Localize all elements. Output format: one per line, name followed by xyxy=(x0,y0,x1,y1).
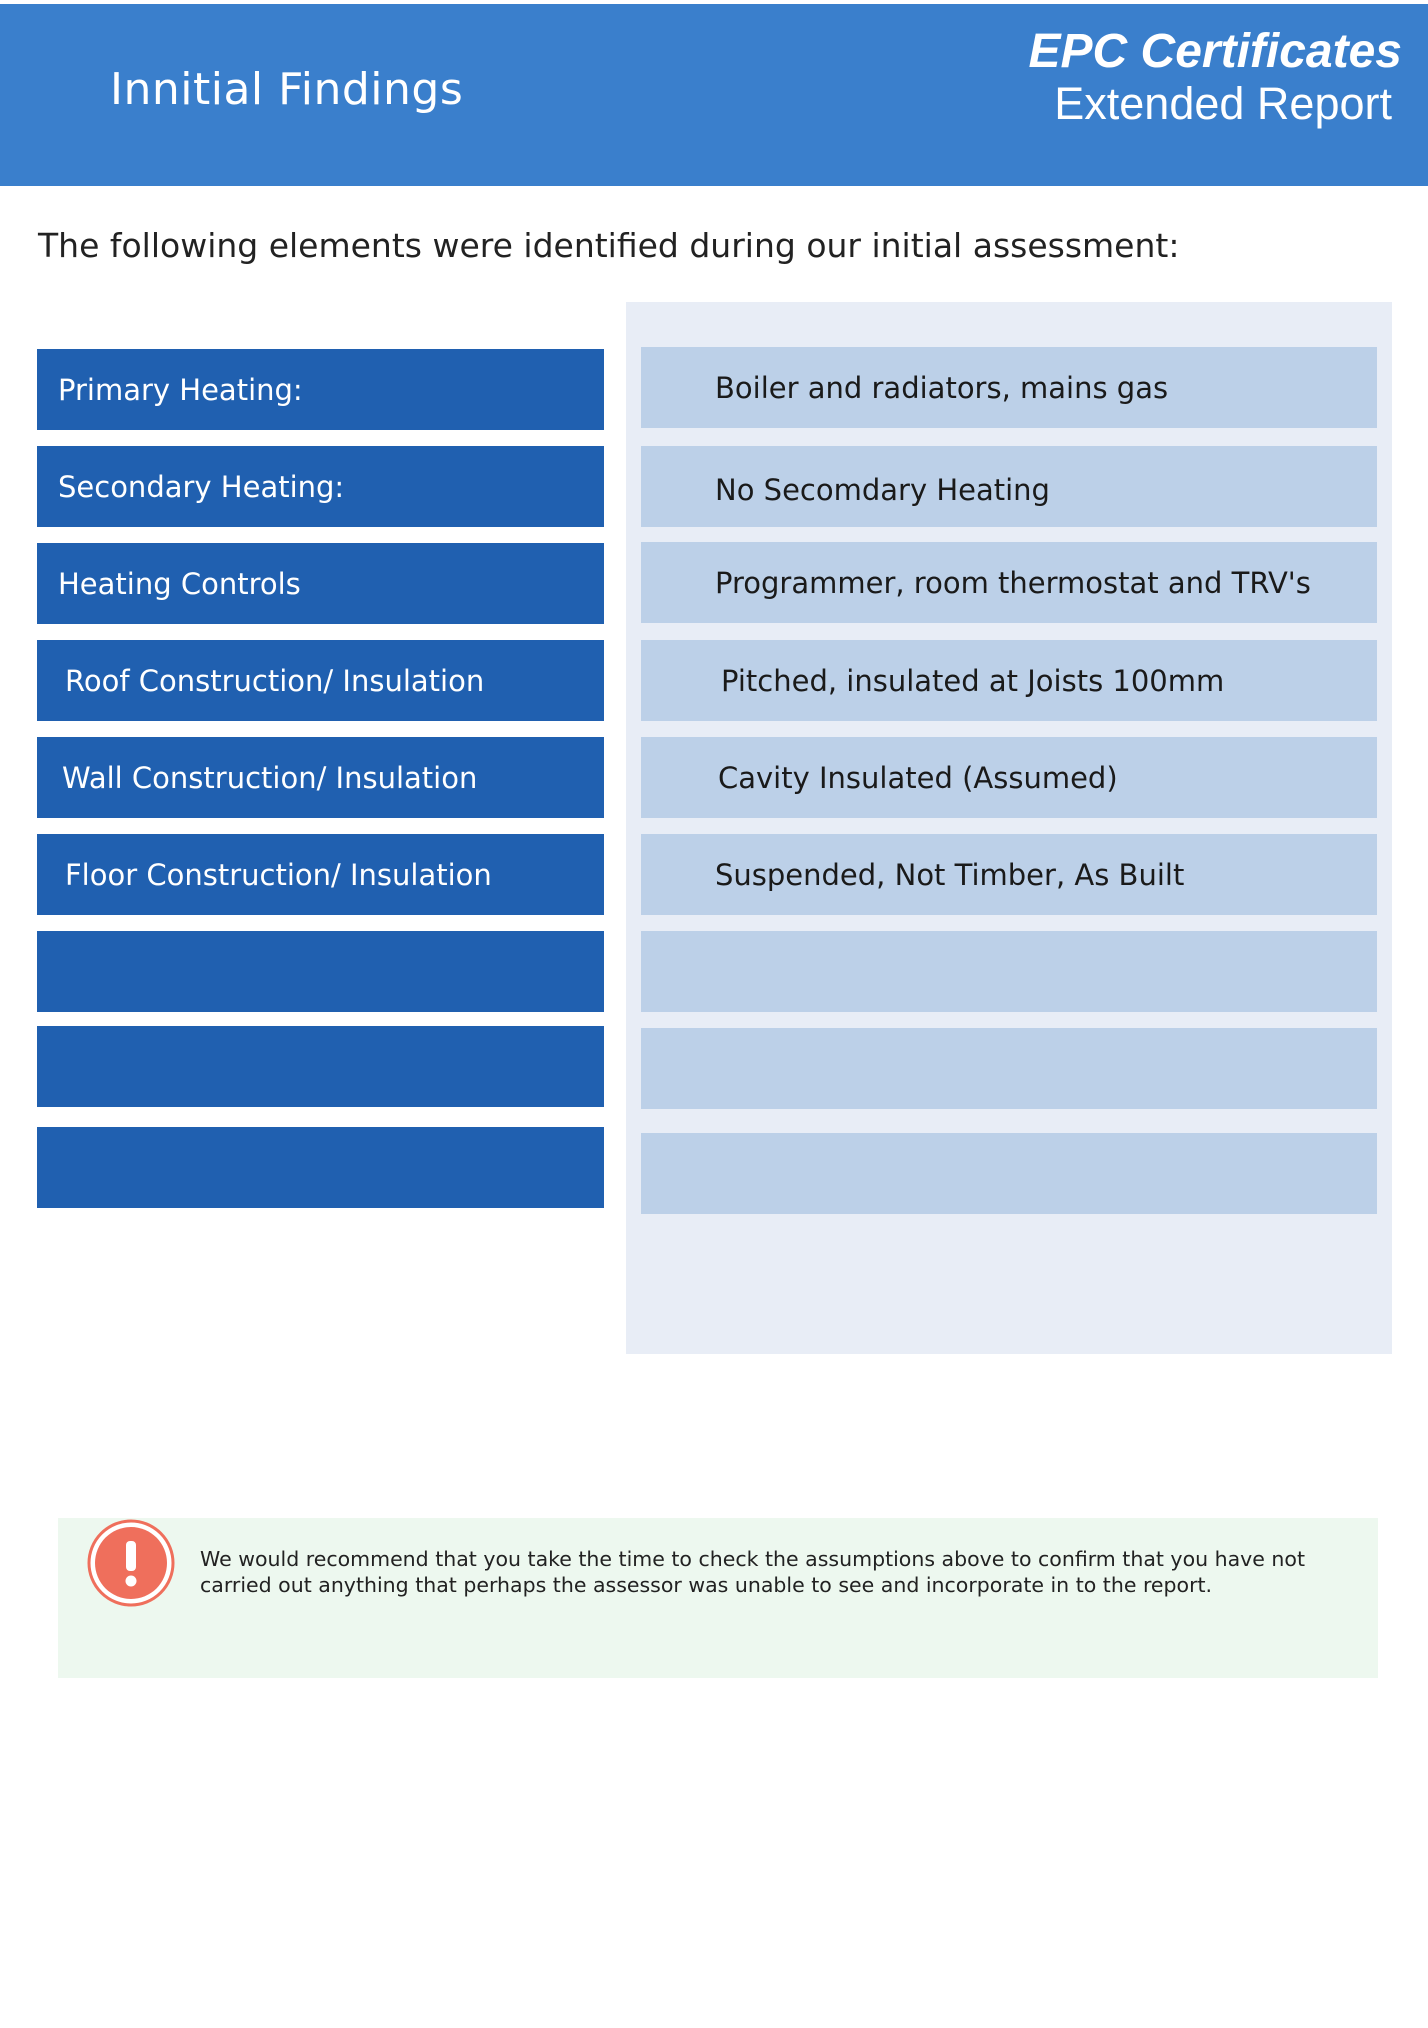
finding-value-secondary-heating: No Secomdary Heating xyxy=(641,446,1377,527)
finding-label-wall: Wall Construction/ Insulation xyxy=(37,737,604,818)
finding-value-wall: Cavity Insulated (Assumed) xyxy=(641,737,1377,818)
page-header xyxy=(0,4,1428,186)
finding-value-empty-3 xyxy=(641,1133,1377,1214)
finding-label-empty-2 xyxy=(37,1026,604,1107)
finding-label-empty-3 xyxy=(37,1127,604,1208)
intro-text: The following elements were identified during our initial assessment: xyxy=(38,226,1180,265)
exclamation-icon xyxy=(86,1518,176,1608)
notice-text: We would recommend that you take the time to check the assumptions above to confirm that you have not carried out anything that perhaps the assessor was unable to see and incorporate in to the report. xyxy=(200,1547,1306,1597)
finding-label-primary-heating: Primary Heating: xyxy=(37,349,604,430)
finding-value-primary-heating: Boiler and radiators, mains gas xyxy=(641,347,1377,428)
brand-subtitle: Extended Report xyxy=(1054,77,1392,129)
finding-label-empty-1 xyxy=(37,931,604,1012)
finding-label-secondary-heating: Secondary Heating: xyxy=(37,446,604,527)
finding-value-empty-1 xyxy=(641,931,1377,1012)
finding-label-heating-controls: Heating Controls xyxy=(37,543,604,624)
finding-label-roof: Roof Construction/ Insulation xyxy=(37,640,604,721)
finding-value-empty-2 xyxy=(641,1028,1377,1109)
finding-value-heating-controls: Programmer, room thermostat and TRV's xyxy=(641,542,1377,623)
finding-label-floor: Floor Construction/ Insulation xyxy=(37,834,604,915)
finding-value-floor: Suspended, Not Timber, As Built xyxy=(641,834,1377,915)
finding-value-roof: Pitched, insulated at Joists 100mm xyxy=(641,640,1377,721)
brand-block xyxy=(1029,26,1402,128)
brand-name: EPC Certificates xyxy=(1028,25,1402,78)
page-title: Innitial Findings xyxy=(110,64,464,115)
recommendation-notice xyxy=(58,1518,1378,1678)
